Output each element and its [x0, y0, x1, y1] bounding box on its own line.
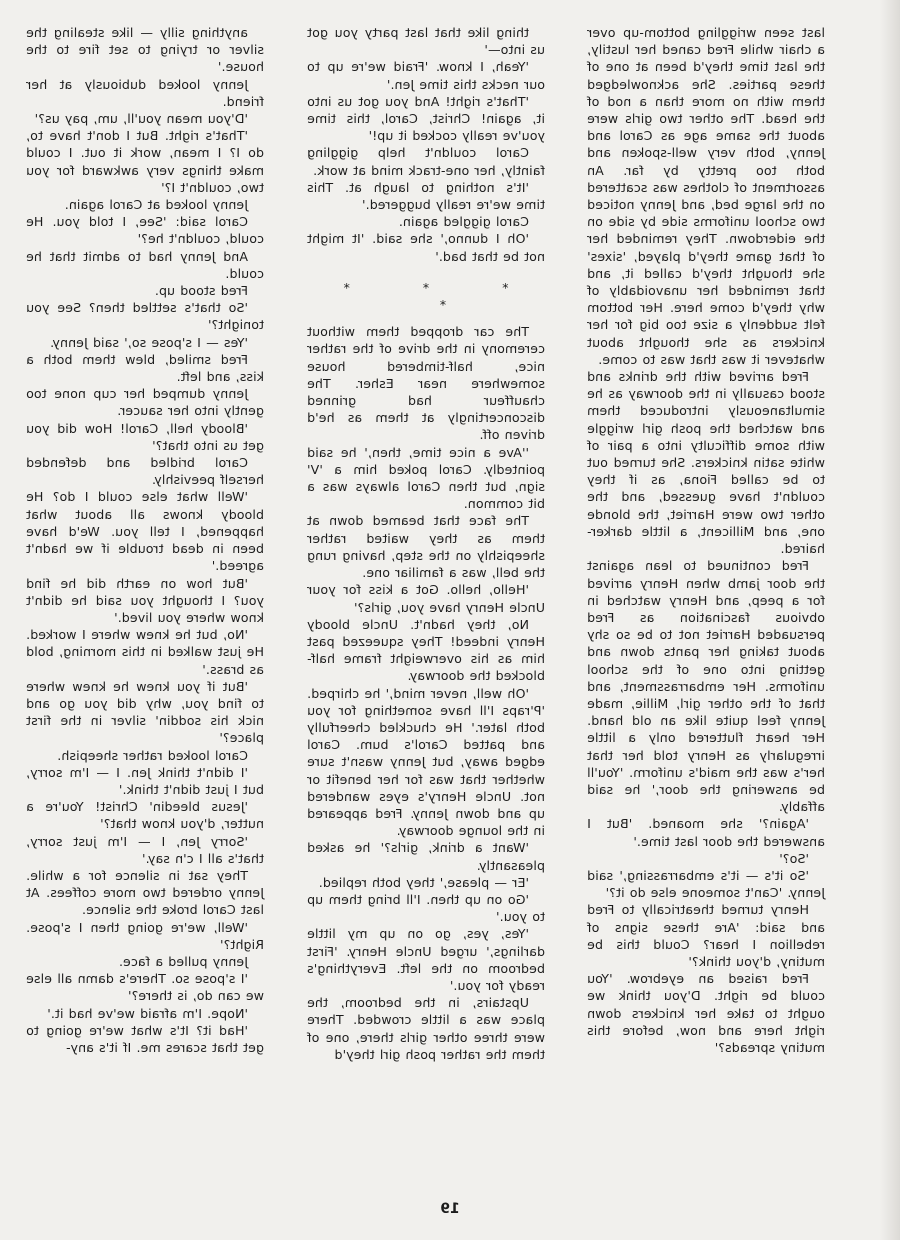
- paragraph: 'Again?' she moaned. 'But I answered the door last time.': [587, 816, 825, 849]
- paragraph: Carol couldn't help giggling faintly, her one-track mind at work.: [307, 145, 545, 178]
- section-break: * * * *: [309, 279, 509, 313]
- page-edge-shadow: [880, 0, 900, 1240]
- paragraph: 'Hello, hello. Got a kiss for your Uncle Henry have you, girls?': [307, 582, 545, 615]
- paragraph: Upstairs, in the bedroom, the place was a little crowded. There were three other girls there, one of them the rather posh girl they'd: [307, 995, 545, 1062]
- paragraph: Fred stood up.: [154, 283, 248, 299]
- paragraph: 'Well what else could I do? He bloody knows all about what happened, I tell you. We'd have been in dead trouble if we hadn't agreed.': [26, 489, 264, 574]
- paragraph: 'That's right. But I don't have to, do I? I mean, work it out. I could make things very awkward for you two, couldn't I?': [26, 128, 264, 195]
- paragraph: And Jenny had to admit that he could.: [26, 248, 264, 281]
- paragraph: 'But how on earth did he find you? I thought you said he didn't know where you lived.': [26, 575, 264, 625]
- paragraph: 'Oh well, never mind,' he chirped. 'P'raps I'll have something for you both later.' He chuckled cheerfully and patted Carol's bum. Carol edged away, but Jenny wasn't sure whether that was for her benefit or not. Uncle Henry's eyes wandered up and down Jenny. Fred appeared in the lounge doorway.: [307, 685, 545, 839]
- paragraph: 'Well, we're going then I s'pose. Right?': [26, 919, 264, 952]
- paragraph: No, they hadn't. Uncle bloody Henry indeed! They squeezed past him as his overweight frame half-blocked the doorway.: [307, 616, 545, 684]
- text-column-3: [587, 24, 825, 1056]
- paragraph: Carol bridled and defended herself peevishly.: [26, 455, 264, 488]
- paragraph: 'Had it? It's what we're going to get that scares me. If it's any-: [26, 1022, 264, 1055]
- paragraph: Jenny looked dubiously at her friend.: [26, 76, 264, 109]
- paragraph: 'I didn't think Jen. I — I'm sorry, but I just didn't think.': [26, 764, 264, 797]
- text-column-1: [26, 24, 264, 1056]
- paragraph: 'Oh I dunno,' she said. 'It might not be that bad.': [307, 231, 545, 264]
- paragraph: Fred smiled, blew them both a kiss, and left.: [26, 351, 264, 385]
- paragraph: anything silly — like stealing the silver or trying to set fire to the house.': [26, 25, 264, 75]
- paragraph: 'I s'pose so. There's damn all else we can do, is there?': [26, 971, 264, 1004]
- text-column-2: [307, 24, 545, 1063]
- paragraph: 'It's nothing to laugh at. This time we're really buggered.': [307, 179, 545, 213]
- paragraph: Henry turned theatrically to Fred and said: 'Are these signs of rebellion I hear? Could this be mutiny, d'you think?': [587, 902, 825, 969]
- paragraph: 'Bloody hell, Carol! How did you get us into that?': [26, 420, 264, 453]
- paragraph: 'Yeah, I know. 'Fraid we're up to our necks this time Jen.': [307, 59, 545, 92]
- page-number: 19: [440, 1201, 460, 1217]
- paragraph: 'Er — please,' they both replied.: [318, 874, 529, 890]
- paragraph: 'Sorry Jen, I — I'm just sorry, that's all I c'n say.': [26, 833, 264, 866]
- paragraph: 'So?': [779, 850, 809, 866]
- paragraph: 'No, but he knew where I worked. He just walked in this morning, bold as brass.': [26, 627, 264, 677]
- paragraph: 'But if you knew he knew where to find you, why did you go and nick his soddin' silver in the first place?': [26, 678, 264, 746]
- paragraph: The car dropped them without ceremony in the drive of the rather nice, half-timbered house somewhere near Esher. The chauffeur had grinned disconcertingly at them as he'd driven off.: [307, 324, 545, 443]
- paragraph: 'So that's settled then? See you tonight?': [26, 300, 264, 333]
- paragraph: 'So it's — it's embarrassing,' said Jenny. 'Can't someone else do it?': [587, 867, 825, 901]
- paragraph: Fred raised an eyebrow. 'You could be right. D'you think we ought to take her knickers down right here and now, before this mutiny spreads?': [587, 971, 825, 1055]
- paragraph: Jenny dumped her cup none too gently into her saucer.: [26, 386, 264, 419]
- paragraph: Fred continued to lean against the door jamb when Henry arrived for a peep, and Henry watched in obvious fascination as Fred persuaded Harriet not to be so shy about taking her pants down and getting into one of the school uniforms. Her embarrassment, and that of the other girl, Millie, made Jenny feel quite like an old hand. Her heart fluttered only a little irregularly as Henry told her that her's was the maid's uniform. 'You'll be answering the door,' he said affably.: [587, 558, 825, 815]
- paragraph: thing like that last party you got us into—': [307, 25, 545, 58]
- paragraph: 'D'you mean you'll, um, pay us?': [34, 111, 248, 127]
- paragraph: Jenny pulled a face.: [118, 953, 248, 969]
- paragraph: 'Jesus bleedin' Christ! You're a nutter, d'you know that?': [26, 799, 264, 832]
- paragraph: Carol looked rather sheepish.: [57, 747, 248, 763]
- paragraph: Jenny looked at Carol again.: [64, 197, 248, 213]
- paragraph: ''Ave a nice time, then,' he said pointedly. Carol poked him a 'V' sign, but then Carol always was a bit common.: [307, 444, 545, 512]
- paragraph: They sat in silence for a while. Jenny ordered two more coffees. At last Carol broke the silence.: [26, 867, 264, 918]
- paragraph: Carol giggled again.: [398, 214, 529, 230]
- paragraph: The face that beamed down at them as they waited rather sheepishly on the step, having rung the bell, was a familiar one.: [307, 513, 545, 581]
- paragraph: 'Nope. I'm afraid we've had it.': [47, 1005, 248, 1021]
- paragraph: 'Want a drink, girls?' he asked pleasantly.: [307, 840, 545, 873]
- paragraph: 'Go on up then. I'll bring them up to you.': [307, 891, 545, 925]
- paragraph: Fred arrived with the drinks and stood casually in the doorway as he simultaneously introduced them and watched the posh girl wriggle with some difficulty into a pair of white satin knickers. She turned out to be called Fiona, as if they couldn't have guessed, and the other two were Harriet, the blonde one, and Millicent, a little darker-haired.: [587, 369, 825, 557]
- paragraph: Carol said: 'See, I told you. He could, couldn't he?': [26, 214, 264, 247]
- paragraph: 'Yes, yes, go on up my little darlings,' urged Uncle Henry. 'First bedroom on the left. Everything's ready for you.': [307, 926, 545, 993]
- paragraph: 'That's right! And you got us into it, again! Christ, Carol, this time you've really cocked it up!': [307, 93, 545, 144]
- paragraph: 'Yes — I s'pose so,' said Jenny.: [50, 334, 248, 350]
- paragraph: last seen wriggling bottom-up over a chair while Fred caned her lustily, the last time they'd been at one of these parties. She acknowledged them with no more than a nod of the head. The other two girls were about the same age as Carol and Jenny, both very well-spoken and both too pretty by far. An assortment of clothes was scattered on the large bed, and Jenny noticed two school uniforms side by side on the eiderdown. They reminded her of that game they'd played, 'sixes' she thought they'd called it, and that reminded her unavoidably of why they'd come here. Her bottom felt suddenly a size too big for her knickers as she thought about whatever it was that was to come.: [587, 25, 825, 367]
